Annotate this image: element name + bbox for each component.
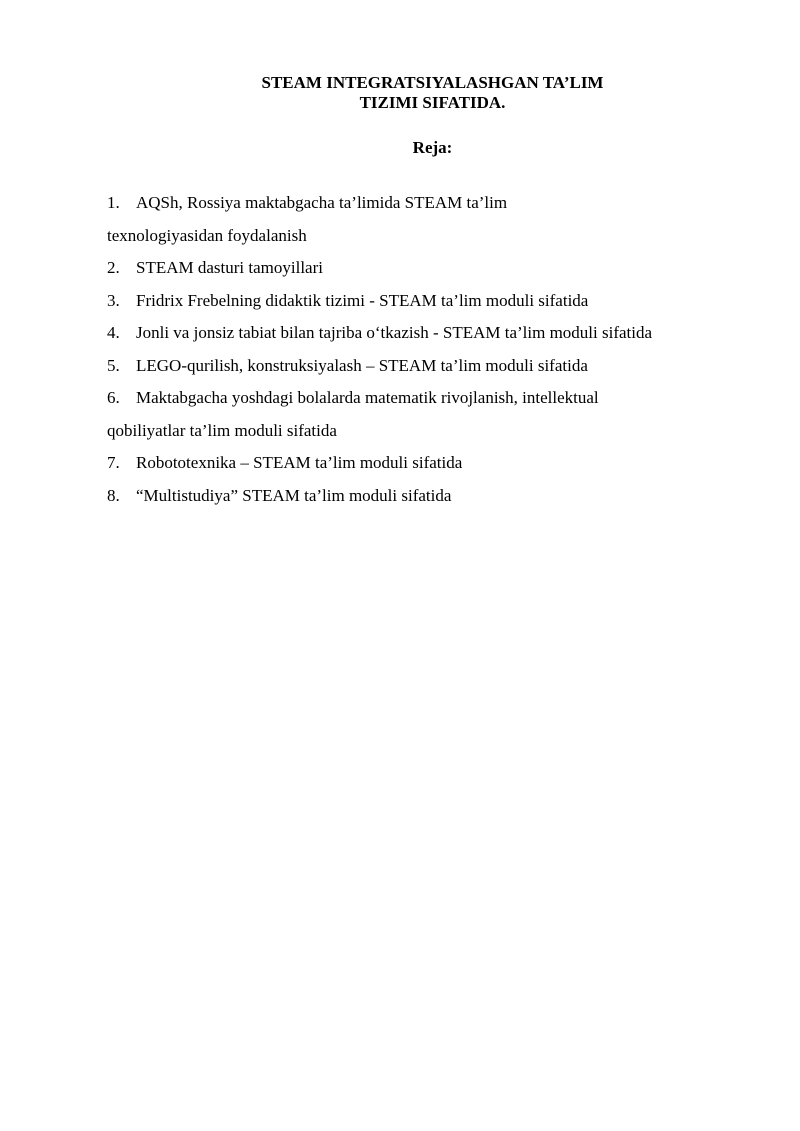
list-item (107, 252, 747, 285)
list-item-text: Jonli va jonsiz tabiat bilan tajriba o‘tkazish - STEAM ta’lim moduli sifatida (136, 323, 653, 342)
list-item-continuation (107, 415, 747, 448)
list-item-text: STEAM dasturi tamoyillari (136, 258, 323, 277)
list-item-number: 5. (107, 355, 120, 375)
list-item (107, 285, 747, 318)
document-title-line-2: TIZIMI SIFATIDA. (359, 93, 506, 112)
list-item (107, 382, 747, 415)
list-item-text: AQSh, Rossiya maktabgacha ta’limida STEAM ta’lim (136, 193, 508, 212)
list-item-text: qobiliyatlar ta’lim moduli sifatida (107, 420, 337, 440)
list-item-number: 3. (107, 290, 120, 310)
list-item (107, 480, 747, 513)
plan-list (107, 187, 747, 512)
list-item-number: 6. (107, 388, 120, 407)
list-item-continuation (107, 220, 747, 253)
list-item-text: “Multistudiya” STEAM ta’lim moduli sifatida (136, 485, 452, 505)
list-item (107, 187, 747, 220)
list-item-number: 1. (107, 193, 120, 212)
list-item-text: Robototexnika – STEAM ta’lim moduli sifatida (136, 453, 463, 472)
list-item-text: texnologiyasidan foydalanish (107, 225, 307, 245)
plan-heading: Reja: (412, 138, 453, 157)
list-item (107, 447, 747, 480)
list-item-number: 8. (107, 485, 120, 505)
document-title-line-1: STEAM INTEGRATSIYALASHGAN TA’LIM (261, 73, 604, 92)
list-item-text: Fridrix Frebelning didaktik tizimi - STEAM ta’lim moduli sifatida (136, 290, 589, 310)
list-item-number: 4. (107, 323, 120, 342)
list-item-number: 2. (107, 258, 120, 277)
list-item (107, 317, 747, 350)
list-item-text: Maktabgacha yoshdagi bolalarda matematik rivojlanish, intellektual (136, 388, 599, 407)
list-item-text: LEGO-qurilish, konstruksiyalash – STEAM ta’lim moduli sifatida (136, 355, 588, 375)
list-item-number: 7. (107, 453, 120, 472)
list-item (107, 350, 747, 383)
